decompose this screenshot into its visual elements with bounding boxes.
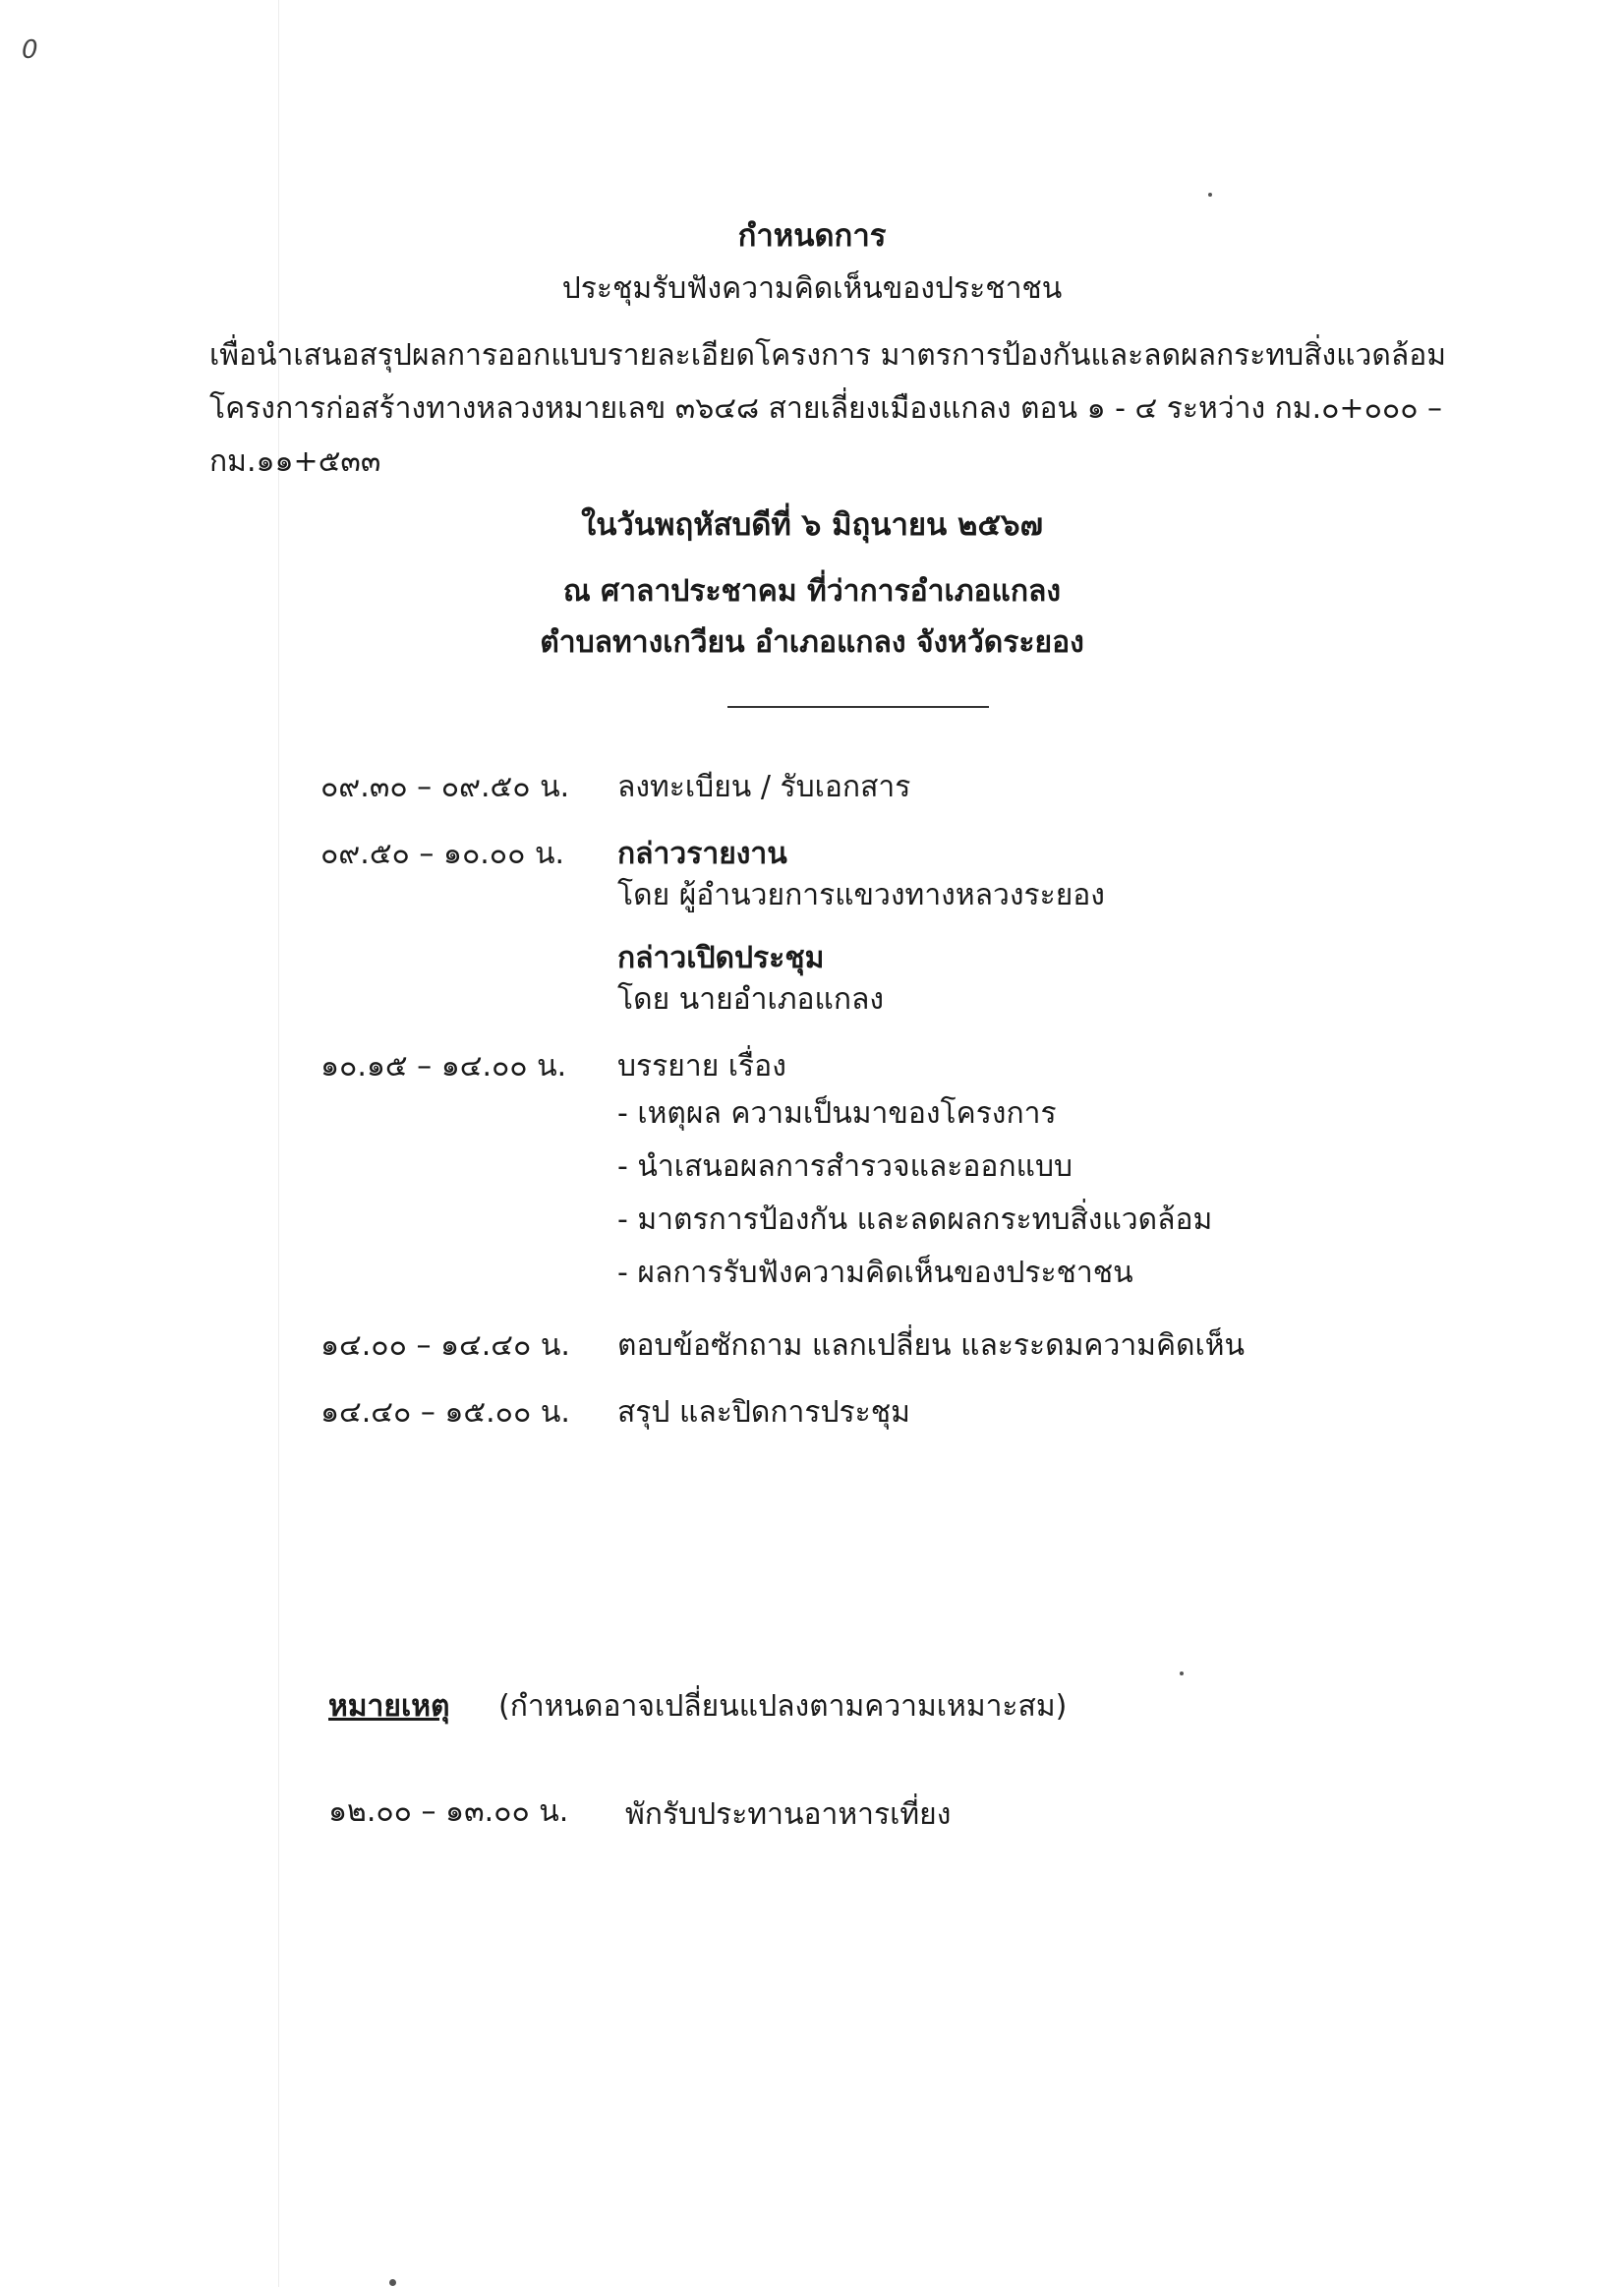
- purpose-line-3: กม.๑๑+๕๓๓: [209, 444, 381, 479]
- lecture-topic: - มาตรการป้องกัน และลดผลกระทบสิ่งแวดล้อม: [617, 1202, 1213, 1237]
- meeting-date: ในวันพฤหัสบดีที่ ๖ มิถุนายน ๒๕๖๗: [581, 507, 1043, 543]
- schedule-activity: สรุป และปิดการประชุม: [617, 1395, 910, 1430]
- purpose-line-1: เพื่อนำเสนอสรุปผลการออกแบบรายละเอียดโครงการ มาตรการป้องกันและลดผลกระทบสิ่งแวดล้อม: [209, 338, 1447, 373]
- schedule-item-closing: [320, 1392, 1500, 1434]
- report-by: โดย ผู้อำนวยการแขวงทางหลวงระยอง: [617, 878, 1105, 912]
- scan-speck: [1208, 193, 1212, 197]
- opening-title: กล่าวเปิดประชุม: [617, 941, 825, 975]
- document-title: กำหนดการ: [737, 218, 887, 254]
- schedule-time: ๑๔.๐๐ – ๑๔.๔๐ น.: [320, 1328, 570, 1363]
- remark: [328, 1683, 1067, 1730]
- schedule-time: ๐๙.๕๐ – ๑๐.๐๐ น.: [320, 837, 564, 871]
- schedule-item-lecture: [320, 1046, 1500, 1300]
- scan-speck: [1180, 1671, 1184, 1675]
- lunch-time: ๑๒.๐๐ – ๑๓.๐๐ น.: [328, 1794, 569, 1829]
- document-subtitle: ประชุมรับฟังความคิดเห็นของประชาชน: [561, 271, 1063, 306]
- schedule-item-qa: [320, 1325, 1500, 1367]
- scan-speck: [389, 2279, 396, 2286]
- schedule: [320, 767, 1500, 1459]
- lecture-content: [617, 1046, 1212, 1300]
- schedule-activity: ตอบข้อซักถาม แลกเปลี่ยน และระดมความคิดเห็น: [617, 1328, 1246, 1363]
- meeting-location: ตำบลทางเกวียน อำเภอแกลง จังหวัดระยอง: [540, 625, 1084, 660]
- purpose-paragraph: [209, 329, 1447, 489]
- lunch-break: [328, 1791, 951, 1838]
- schedule-opening-content: [617, 834, 1105, 1021]
- corner-mark: 0: [22, 35, 38, 65]
- purpose-line-2: โครงการก่อสร้างทางหลวงหมายเลข ๓๖๔๘ สายเลี่ยงเมืองแกลง ตอน ๑ - ๔ ระหว่าง กม.๐+๐๐๐ –: [209, 391, 1443, 426]
- lunch-activity: พักรับประทานอาหารเที่ยง: [625, 1797, 952, 1832]
- remark-label: หมายเหตุ: [328, 1689, 450, 1724]
- schedule-time: ๑๔.๔๐ – ๑๕.๐๐ น.: [320, 1395, 570, 1430]
- meeting-venue: ณ ศาลาประชาคม ที่ว่าการอำเภอแกลง: [562, 574, 1062, 609]
- remark-text: (กำหนดอาจเปลี่ยนแปลงตามความเหมาะสม): [498, 1689, 1068, 1724]
- divider: [727, 706, 989, 708]
- report-title: กล่าวรายงาน: [617, 837, 787, 871]
- lecture-heading: บรรยาย เรื่อง: [617, 1049, 786, 1084]
- schedule-time: ๑๐.๑๕ – ๑๔.๐๐ น.: [320, 1049, 567, 1084]
- schedule-activity: ลงทะเบียน / รับเอกสาร: [617, 770, 911, 804]
- opening-by: โดย นายอำเภอแกลง: [617, 982, 885, 1017]
- schedule-item-registration: [320, 767, 1500, 808]
- lecture-topic: - เหตุผล ความเป็นมาของโครงการ: [617, 1096, 1057, 1131]
- schedule-item-opening: [320, 834, 1500, 1021]
- schedule-time: ๐๙.๓๐ – ๐๙.๕๐ น.: [320, 770, 570, 804]
- lecture-topic: - ผลการรับฟังความคิดเห็นของประชาชน: [617, 1256, 1133, 1290]
- lecture-topic: - นำเสนอผลการสำรวจและออกแบบ: [617, 1149, 1073, 1184]
